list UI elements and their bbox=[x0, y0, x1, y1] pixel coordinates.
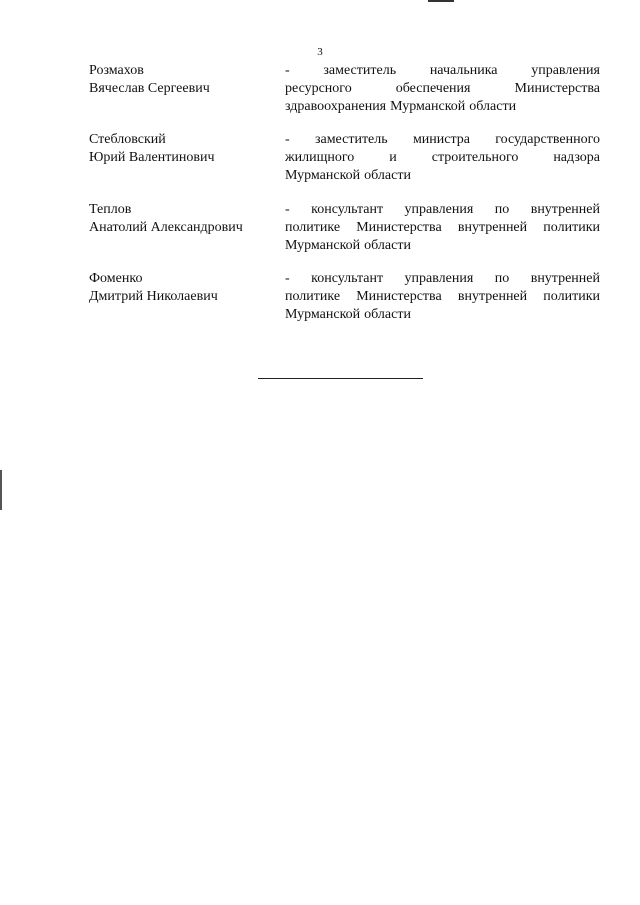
surname: Стебловский bbox=[89, 132, 166, 147]
position-line bbox=[285, 306, 600, 324]
page-number: 3 bbox=[317, 46, 323, 58]
position-word: Мурманской bbox=[390, 99, 466, 114]
person-name bbox=[89, 201, 269, 237]
person-name bbox=[89, 131, 269, 167]
scan-artifact-top bbox=[428, 0, 454, 2]
surname: Розмахов bbox=[89, 63, 144, 78]
position-description bbox=[285, 131, 600, 185]
scan-artifact-left bbox=[0, 470, 2, 510]
position-word: Министерства bbox=[356, 220, 442, 235]
position-word: консультант bbox=[311, 271, 384, 286]
position-word: заместитель bbox=[314, 132, 388, 147]
position-line bbox=[285, 270, 600, 288]
position-word: Мурманской bbox=[285, 168, 361, 183]
position-word: политики bbox=[543, 220, 600, 235]
position-word: политике bbox=[285, 220, 341, 235]
position-line bbox=[285, 62, 600, 80]
person-name bbox=[89, 270, 269, 306]
position-line bbox=[285, 149, 600, 167]
position-word: Министерства bbox=[514, 81, 600, 96]
position-word: управления bbox=[531, 63, 600, 78]
surname: Теплов bbox=[89, 202, 132, 217]
person-name bbox=[89, 62, 269, 98]
position-word: области bbox=[469, 99, 517, 114]
position-word: Министерства bbox=[356, 289, 442, 304]
position-word: по bbox=[494, 271, 510, 286]
position-line bbox=[285, 167, 600, 185]
position-word: управления bbox=[404, 202, 474, 217]
position-line bbox=[285, 288, 600, 306]
position-word: политики bbox=[543, 289, 600, 304]
position-description bbox=[285, 201, 600, 255]
position-line bbox=[285, 219, 600, 237]
given-names: Вячеслав Сергеевич bbox=[89, 81, 210, 96]
position-word: внутренней bbox=[530, 202, 600, 217]
position-word: - bbox=[285, 63, 290, 78]
position-word: внутренней bbox=[457, 220, 528, 235]
position-description bbox=[285, 270, 600, 324]
position-line bbox=[285, 80, 600, 98]
position-word: внутренней bbox=[457, 289, 528, 304]
position-word: строительного bbox=[431, 150, 519, 165]
position-word: внутренней bbox=[530, 271, 600, 286]
given-names: Анатолий Александрович bbox=[89, 220, 243, 235]
position-word: Мурманской bbox=[285, 238, 361, 253]
position-word: государственного bbox=[495, 132, 600, 147]
position-word: и bbox=[389, 150, 397, 165]
position-word: по bbox=[494, 202, 510, 217]
surname: Фоменко bbox=[89, 271, 143, 286]
position-line bbox=[285, 237, 600, 255]
closing-rule bbox=[258, 378, 423, 379]
position-word: консультант bbox=[311, 202, 384, 217]
position-word: Мурманской bbox=[285, 307, 361, 322]
position-word: - bbox=[285, 202, 290, 217]
position-description bbox=[285, 62, 600, 116]
position-word: области bbox=[364, 307, 411, 322]
position-word: области bbox=[364, 238, 411, 253]
position-word: жилищного bbox=[285, 150, 355, 165]
position-line bbox=[285, 98, 600, 116]
position-word: надзора bbox=[553, 150, 600, 165]
position-line bbox=[285, 131, 600, 149]
position-word: обеспечения bbox=[395, 81, 471, 96]
position-word: здравоохранения bbox=[285, 99, 387, 114]
position-word: заместитель bbox=[323, 63, 397, 78]
position-word: области bbox=[364, 168, 411, 183]
position-word: - bbox=[285, 132, 290, 147]
position-line bbox=[285, 201, 600, 219]
position-word: управления bbox=[404, 271, 474, 286]
position-word: министра bbox=[412, 132, 470, 147]
given-names: Дмитрий Николаевич bbox=[89, 289, 218, 304]
position-word: - bbox=[285, 271, 290, 286]
position-word: начальника bbox=[429, 63, 498, 78]
position-word: политике bbox=[285, 289, 341, 304]
position-word: ресурсного bbox=[285, 81, 352, 96]
given-names: Юрий Валентинович bbox=[89, 150, 215, 165]
